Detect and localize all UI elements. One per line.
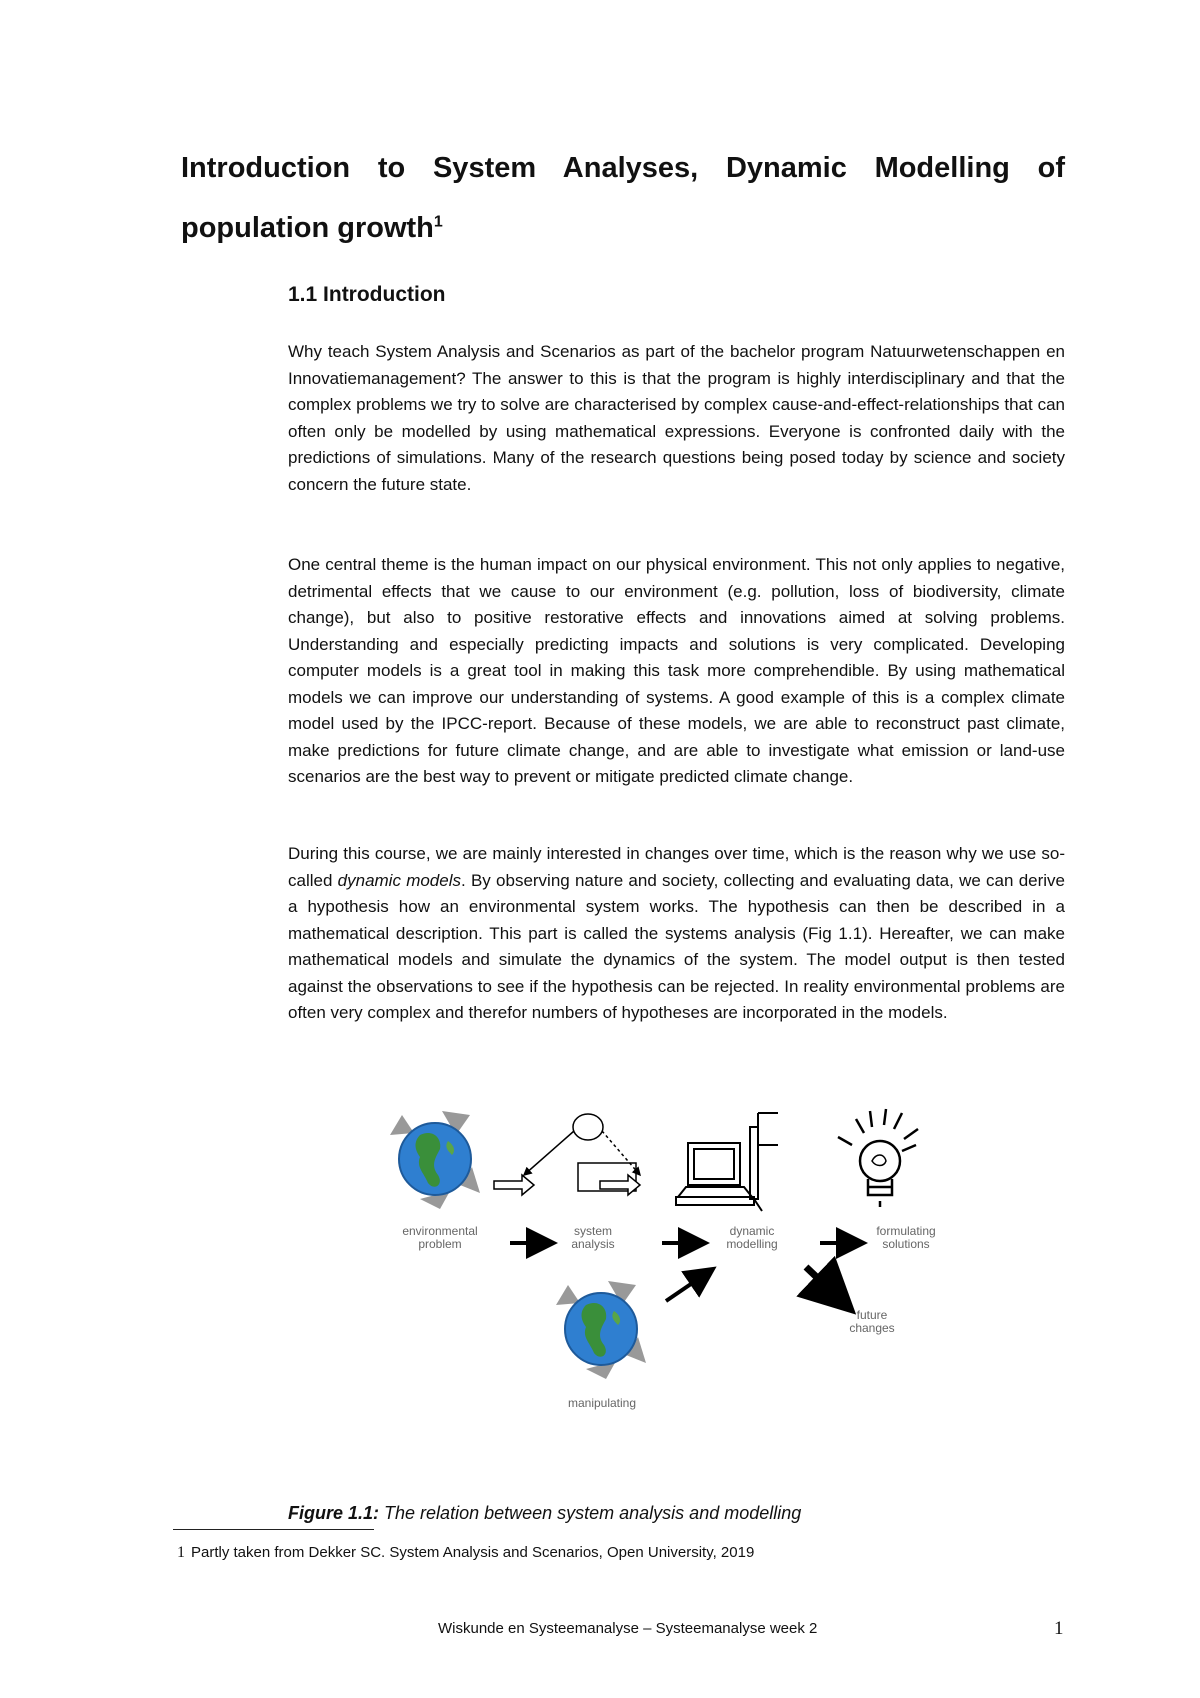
system-analysis-figure [390, 1105, 970, 1417]
paragraph-3-text-a: During this course, we are mainly interested in changes over time, which is the reason why we use so-called [288, 844, 1065, 890]
page-title [181, 138, 1065, 258]
figure-drawing [390, 1105, 970, 1417]
lightbulb-icon [838, 1109, 918, 1207]
page-footer: Wiskunde en Systeemanalyse – Systeemanalyse week 2 [438, 1620, 818, 1637]
footnote-divider [173, 1529, 374, 1530]
caption-text: The relation between system analysis and modelling [379, 1503, 802, 1523]
page-number: 1 [1054, 1618, 1064, 1639]
label-future-changes: future changes [849, 1308, 895, 1335]
computer-icon [676, 1113, 778, 1211]
footnote-text: Partly taken from Dekker SC. System Analysis and Scenarios, Open University, 2019 [191, 1544, 755, 1561]
title-footnote-marker: 1 [433, 213, 443, 231]
figure-caption [288, 1503, 801, 1524]
label-system-analysis: system analysis [571, 1224, 615, 1251]
title-text: Introduction to System Analyses, Dynamic Modelling of population growth [181, 152, 1065, 244]
footnote-number: 1 [177, 1544, 185, 1561]
caption-label: Figure 1.1: [288, 1503, 380, 1523]
footnote [177, 1544, 754, 1562]
paragraph-3-text-b: . By observing nature and society, collecting and evaluating data, we can derive a hypothesis how an environmental system works. The hypothesis can then be described in a mathematical description. This part is called the systems analysis (Fig 1.1). Hereafter, we can make mathematical models and simulate the dynamics of the system. The model output is then tested against the observations to see if the hypothesis can be rejected. In reality environmental problems are often very complex and therefor numbers of hypotheses are incorporated in the models. [288, 870, 1066, 1022]
paragraph-2: One central theme is the human impact on our physical environment. This not only applies to negative, detrimental effects that we cause to our environment (e.g. pollution, loss of biodiversity, climate change), but also to positive restorative effects and innovations aimed at solving problems. Understanding and especially predicting impacts and solutions is very complicated. Developing computer models is a great tool in making this task more comprehendible. By using mathematical models we can improve our understanding of systems. A good example of this is a complex climate model used by the IPCC-report. Because of these models, we are able to reconstruct past climate, make predictions for future climate change, and are able to investigate what emission or land-use scenarios are the best way to prevent or mitigate predicted climate change. [288, 555, 1065, 786]
label-dynamic-modelling: dynamic modelling [726, 1224, 778, 1251]
globe-recycle-icon [390, 1111, 480, 1209]
paragraph-3-italic: dynamic models [337, 870, 461, 890]
label-manipulating: manipulating [567, 1396, 637, 1410]
section-heading: 1.1 Introduction [288, 283, 446, 306]
label-environmental-problem: environmental problem [402, 1224, 478, 1251]
paragraph-1: Why teach System Analysis and Scenarios as part of the bachelor program Natuurwetenschappen en Innovatiemanagement? The answer to this is that the program is highly interdisciplinary and that the complex problems we try to solve are characterised by complex cause-and-effect-relationships that can often only be modelled by using mathematical expressions. Everyone is confronted daily with the predictions of simulations. Many of the research questions being posed today by science and society concern the future state. [288, 342, 1065, 494]
system-analysis-icon [494, 1114, 640, 1195]
label-formulating-solutions: formulating solutions [876, 1224, 936, 1251]
globe-recycle-icon [556, 1281, 646, 1379]
paragraph-3 [288, 841, 1065, 1027]
